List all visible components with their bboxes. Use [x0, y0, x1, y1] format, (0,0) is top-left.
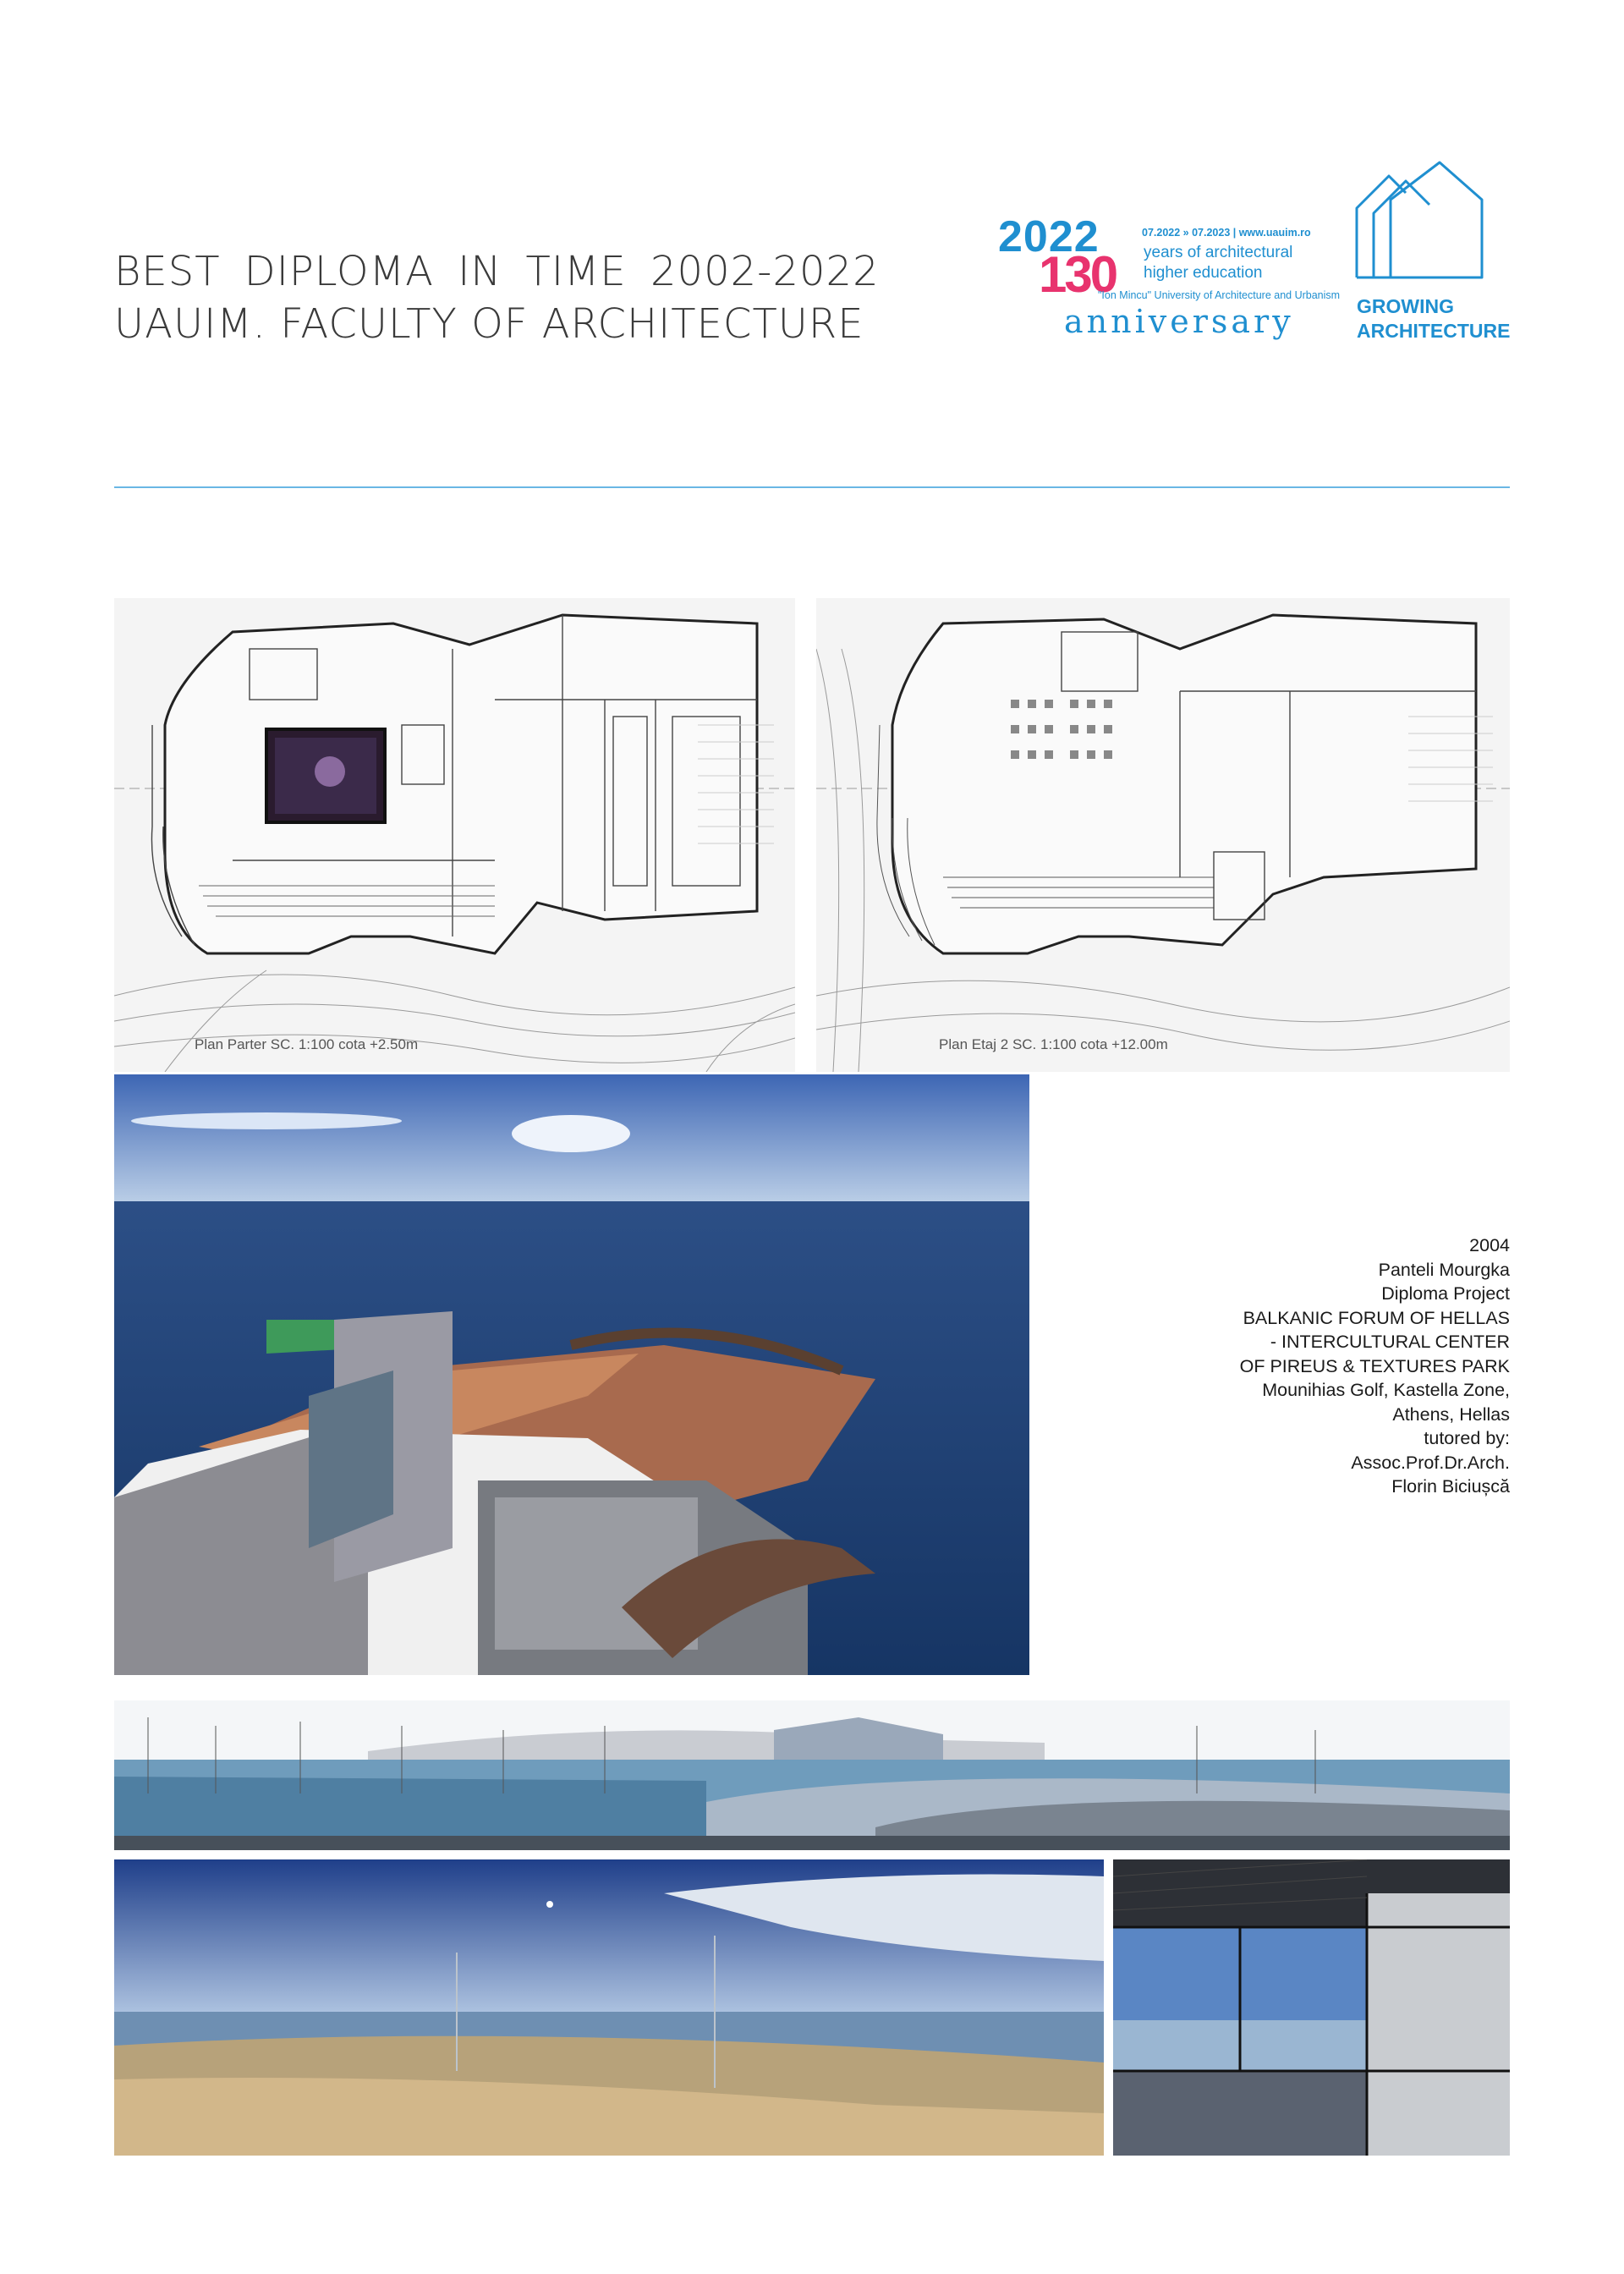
caption-title-2: - INTERCULTURAL CENTER	[1270, 1332, 1510, 1352]
beach-render	[114, 1859, 1104, 2156]
floor-plan-ground	[114, 598, 795, 1072]
caption-title-3: OF PIREUS & TEXTURES PARK	[1239, 1355, 1510, 1376]
caption-location-1: Mounihias Golf, Kastella Zone,	[1262, 1380, 1510, 1400]
beach-render-image	[114, 1859, 1104, 2156]
logo-line-1: years of architectural	[1144, 244, 1293, 261]
caption-tutor-title: Assoc.Prof.Dr.Arch.	[1351, 1452, 1510, 1473]
caption-tutor-label: tutored by:	[1424, 1428, 1510, 1448]
interior-render-image	[1113, 1859, 1510, 2156]
aerial-render	[114, 1074, 1029, 1675]
ground-plan-label: Plan Parter SC. 1:100 cota +2.50m	[195, 1036, 419, 1052]
title-line-2: UAUIM. FACULTY OF ARCHITECTURE	[114, 300, 864, 348]
houses-icon	[1353, 159, 1489, 286]
interior-render	[1113, 1859, 1510, 2156]
caption-title-1: BALKANIC FORUM OF HELLAS	[1243, 1307, 1510, 1328]
logo-line-4: anniversary	[1064, 303, 1294, 340]
caption-location-2: Athens, Hellas	[1392, 1403, 1510, 1425]
logo-dates: 07.2022 » 07.2023 | www.uauim.ro	[1142, 227, 1311, 239]
ground-floor-drawing	[114, 598, 795, 1072]
logo-line-3: "Ion Mincu" University of Architecture and Urbanism	[1098, 289, 1341, 301]
growing-logo-text: GROWING ARCHITECTURE	[1357, 295, 1511, 342]
logo-number: 130	[1039, 246, 1116, 303]
second-plan-label: Plan Etaj 2 SC. 1:100 cota +12.00m	[939, 1036, 1168, 1052]
caption-year: 2004	[1469, 1235, 1510, 1255]
header-divider	[114, 486, 1510, 488]
logo-year: 2022	[998, 212, 1100, 261]
aerial-render-image	[114, 1074, 1029, 1675]
caption-tutor-name: Florin Biciușcă	[1391, 1476, 1510, 1497]
title-line-1: BEST DIPLOMA IN TIME 2002-2022	[114, 248, 880, 295]
page-title	[114, 245, 880, 350]
caption-author: Panteli Mourgka	[1378, 1259, 1510, 1280]
growing-architecture-logo	[1353, 159, 1514, 354]
second-floor-drawing	[816, 598, 1510, 1072]
harbor-panorama-image	[114, 1700, 1510, 1850]
harbor-panorama	[114, 1700, 1510, 1850]
project-caption	[1112, 1233, 1510, 1499]
anniversary-logo	[998, 211, 1341, 355]
logo-line-2: higher education	[1144, 264, 1263, 282]
floor-plan-second	[816, 598, 1510, 1072]
caption-type: Diploma Project	[1381, 1283, 1510, 1304]
